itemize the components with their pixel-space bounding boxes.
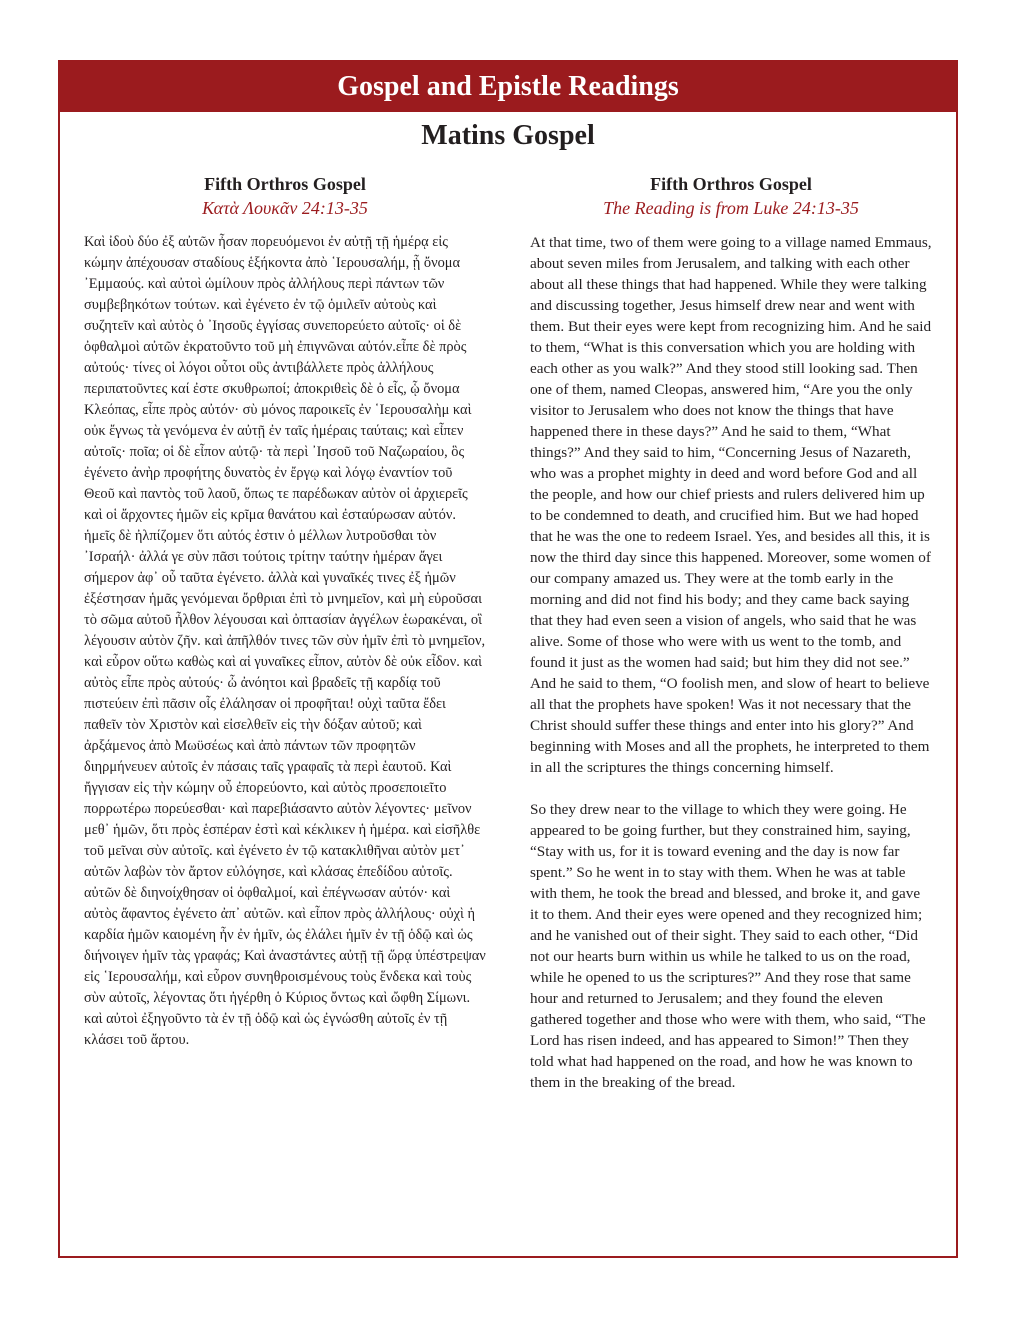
english-column [530,172,932,1093]
english-paragraph-1: At that time, two of them were going to a village named Emmaus, about seven miles from Jerusalem, and talking with each other about all these things that had happened. While they were talking and discussing together, Jesus himself drew near and went with them. But their eyes were kept from recognizing him. And he said to them, “What is this conversation which you are holding with each other as you walk?” And they stood still looking sad. Then one of them, named Cleopas, answered him, “Are you the only visitor to Jerusalem who does not know the things that have happened there in these days?” And he said to them, “What things?” And they said to him, “Concerning Jesus of Nazareth, who was a prophet mighty in deed and word before God and all the people, and how our chief priests and rulers delivered him up to be condemned to death, and crucified him. But we had hoped that he was the one to redeem Israel. Yes, and besides all this, it is now the third day since this happened. Moreover, some women of our company amazed us. They were at the tomb early in the morning and did not find his body; and they came back saying that they had even seen a vision of angels, who said that he was alive. Some of those who were with us went to the tomb, and found it just as the women had said; but him they did not see.” And he said to them, “O foolish men, and slow of heart to believe all that the prophets have spoken! Was it not necessary that the Christ should suffer these things and enter into his glory?” And beginning with Moses and all the prophets, he interpreted to them in all the scriptures the things concerning himself. [530,234,932,776]
greek-column [84,172,486,1051]
english-paragraph-2: So they drew near to the village to which they were going. He appeared to be going further, but they constrained him, saying, “Stay with us, for it is toward evening and the day is now far spent.” So he went in to stay with them. When he was at table with them, he took the bread and blessed, and broke it, and gave it to them. And their eyes were opened and they recognized him; and he vanished out of their sight. They said to each other, “Did not our hearts burn within us while he talked to us on the road, while he opened to us the scriptures?” And they rose that same hour and returned to Jerusalem; and they found the eleven gathered together and those who were with them, who said, “The Lord has risen indeed, and has appeared to Simon!” Then they told what had happened on the road, and how he was known to them in the breaking of the bread. [530,801,926,1091]
english-heading: Fifth Orthros Gospel [650,174,812,194]
greek-text [84,232,486,1051]
english-text [530,232,932,1093]
english-subheading: The Reading is from Luke 24:13-35 [603,198,859,218]
section-title: Matins Gospel [421,120,595,151]
greek-paragraph: Καὶ ἰδοὺ δύο ἐξ αὐτῶν ἦσαν πορευόμενοι ἐν αὐτῇ τῇ ἡμέρᾳ εἰς κώμην ἀπέχουσαν σταδίους ἑξήκοντα ἀπὸ ῾Ιερουσαλήμ, ᾗ ὄνομα ᾿Εμμαούς. καὶ αὐτοὶ ὡμίλουν πρὸς ἀλλήλους περὶ πάντων τῶν συμβεβηκότων τούτων. καὶ ἐγένετο ἐν τῷ ὁμιλεῖν αὐτοὺς καὶ συζητεῖν καὶ αὐτὸς ὁ ᾿Ιησοῦς ἐγγίσας συνεπορεύετο αὐτοῖς· οἱ δὲ ὀφθαλμοὶ αὐτῶν ἐκρατοῦντο τοῦ μὴ ἐπιγνῶναι αὐτόν.εἶπε δὲ πρὸς αὐτούς· τίνες οἱ λόγοι οὗτοι οὓς ἀντιβάλλετε πρὸς ἀλλήλους περιπατοῦντες καί ἐστε σκυθρωποί; ἀποκριθεὶς δὲ ὁ εἷς, ᾧ ὄνομα Κλεόπας, εἶπε πρὸς αὐτόν· σὺ μόνος παροικεῖς ἐν ῾Ιερουσαλὴμ καὶ οὐκ ἔγνως τὰ γενόμενα ἐν αὐτῇ ἐν ταῖς ἡμέραις ταύταις; καὶ εἶπεν αὐτοῖς· ποῖα; οἱ δὲ εἶπον αὐτῷ· τὰ περὶ ᾿Ιησοῦ τοῦ Ναζωραίου, ὃς ἐγένετο ἀνὴρ προφήτης δυνατὸς ἐν ἔργῳ καὶ λόγῳ ἐναντίον τοῦ Θεοῦ καὶ παντὸς τοῦ λαοῦ, ὅπως τε παρέδωκαν αὐτὸν οἱ ἀρχιερεῖς καὶ οἱ ἄρχοντες ἡμῶν εἰς κρῖμα θανάτου καὶ ἐσταύρωσαν αὐτόν. ἡμεῖς δὲ ἠλπίζομεν ὅτι αὐτός ἐστιν ὁ μέλλων λυτροῦσθαι τὸν ᾿Ισραήλ· ἀλλά γε σὺν πᾶσι τούτοις τρίτην ταύτην ἡμέραν ἄγει σήμερον ἀφ᾿ οὗ ταῦτα ἐγένετο. ἀλλὰ καὶ γυναῖκές τινες ἐξ ἡμῶν ἐξέστησαν ἡμᾶς γενόμεναι ὄρθριαι ἐπὶ τὸ μνημεῖον, καὶ μὴ εὑροῦσαι τὸ σῶμα αὐτοῦ ἦλθον λέγουσαι καὶ ὀπτασίαν ἀγγέλων ἑωρακέναι, οἳ λέγουσιν αὐτὸν ζῆν. καὶ ἀπῆλθόν τινες τῶν σὺν ἡμῖν ἐπὶ τὸ μνημεῖον, καὶ εὗρον οὕτω καθὼς καὶ αἱ γυναῖκες εἶπον, αὐτὸν δὲ οὐκ εἶδον. καὶ αὐτὸς εἶπε πρὸς αὐτούς· ὦ ἀνόητοι καὶ βραδεῖς τῇ καρδίᾳ τοῦ πιστεύειν ἐπὶ πᾶσιν οἷς ἐλάλησαν οἱ προφῆται! οὐχὶ ταῦτα ἔδει παθεῖν τὸν Χριστὸν καὶ εἰσελθεῖν εἰς τὴν δόξαν αὐτοῦ; καὶ ἀρξάμενος ἀπὸ Μωϋσέως καὶ ἀπὸ πάντων τῶν προφητῶν διηρμήνευεν αὐτοῖς ἐν πάσαις ταῖς γραφαῖς τὰ περὶ ἑαυτοῦ. Καὶ ἤγγισαν εἰς τὴν κώμην οὗ ἐπορεύοντο, καὶ αὐτὸς προσεποιεῖτο πορρωτέρω πορεύεσθαι· καὶ παρεβιάσαντο αὐτὸν λέγοντες· μεῖνον μεθ᾿ ἡμῶν, ὅτι πρὸς ἑσπέραν ἐστὶ καὶ κέκλικεν ἡ ἡμέρα. καὶ εἰσῆλθε τοῦ μεῖναι σὺν αὐτοῖς. καὶ ἐγένετο ἐν τῷ κατακλιθῆναι αὐτὸν μετ᾿ αὐτῶν λαβὼν τὸν ἄρτον εὐλόγησε, καὶ κλάσας ἐπεδίδου αὐτοῖς. αὐτῶν δὲ διηνοίχθησαν οἱ ὀφθαλμοί, καὶ ἐπέγνωσαν αὐτόν· καὶ αὐτὸς ἄφαντος ἐγένετο ἀπ᾿ αὐτῶν. καὶ εἶπον πρὸς ἀλλήλους· οὐχὶ ἡ καρδία ἡμῶν καιομένη ἦν ἐν ἡμῖν, ὡς ἐλάλει ἡμῖν ἐν τῇ ὁδῷ καὶ ὡς διήνοιγεν ἡμῖν τὰς γραφάς; Καὶ ἀναστάντες αὐτῇ τῇ ὥρᾳ ὑπέστρεψαν εἰς ῾Ιερουσαλήμ, καὶ εὗρον συνηθροισμένους τοὺς ἕνδεκα καὶ τοὺς σὺν αὐτοῖς, λέγοντας ὅτι ἠγέρθη ὁ Κύριος ὄντως καὶ ὤφθη Σίμωνι. καὶ αὐτοὶ ἐξηγοῦντο τὰ ἐν τῇ ὁδῷ καὶ ὡς ἐγνώσθη αὐτοῖς ἐν τῇ κλάσει τοῦ ἄρτου. [84,234,486,1048]
banner-title: Gospel and Epistle Readings [60,62,956,112]
greek-heading: Fifth Orthros Gospel [204,174,366,194]
greek-subheading: Κατὰ Λουκᾶν 24:13-35 [202,198,368,218]
page-frame [58,60,958,1258]
